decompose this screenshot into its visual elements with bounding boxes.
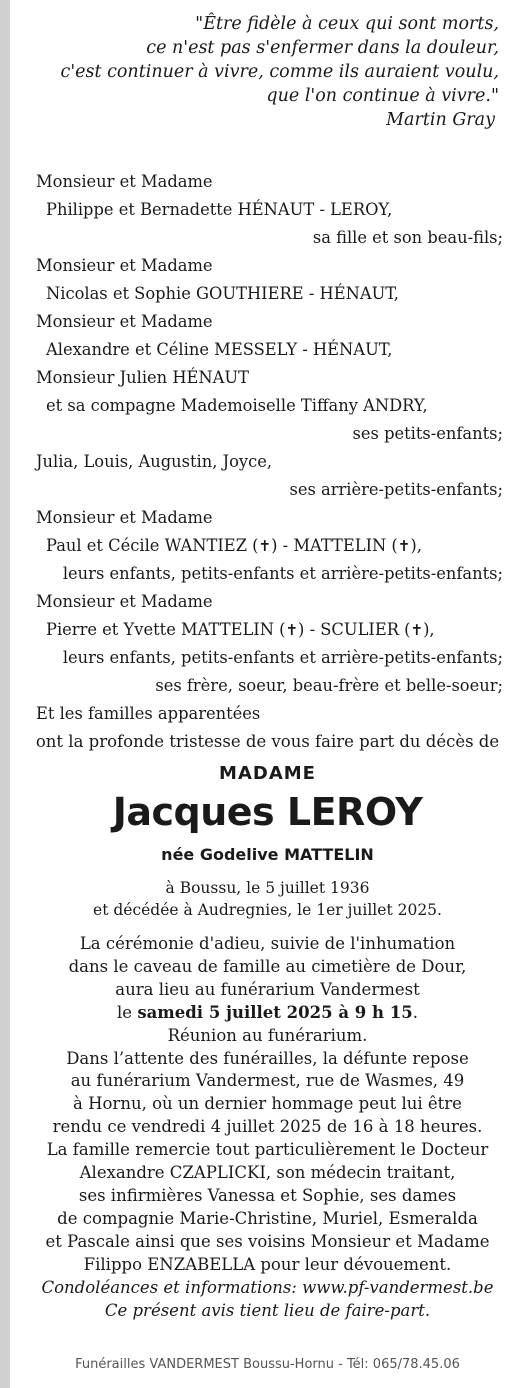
family-line (36, 616, 503, 644)
notice-line: Ce présent avis tient lieu de faire-part. (104, 1300, 431, 1320)
funeral-home-footer: Funérailles VANDERMEST Boussu-Hornu - Tél: 065/78.45.06 (75, 1357, 460, 1372)
death-line: et décédée à Audregnies, le 1er juillet 2025. (93, 901, 442, 919)
family-text: ) - SCULIER ( (298, 620, 411, 639)
family-line: Monsieur Julien HÉNAUT (36, 368, 249, 387)
body-line: à Hornu, où un dernier hommage peut lui être (73, 1094, 462, 1114)
family-text: Pierre et Yvette MATTELIN ( (46, 620, 286, 639)
quote-line: ce n'est pas s'enfermer dans la douleur, (146, 38, 499, 58)
family-line: Nicolas et Sophie GOUTHIERE - HÉNAUT, (46, 284, 399, 303)
epigraph-quote (61, 12, 499, 132)
cross-icon: ✝ (397, 537, 411, 555)
body-line: rendu ce vendredi 4 juillet 2025 de 16 à 18 heures. (52, 1117, 483, 1137)
body-line: et Pascale ainsi que ses voisins Monsieur et Madame (45, 1231, 490, 1251)
family-text: ), (410, 536, 422, 555)
honorific-title: MADAME (219, 763, 316, 784)
body-line: dans le caveau de famille au cimetière de Dour, (68, 956, 467, 976)
family-line: leurs enfants, petits-enfants et arrière-petits-enfants; (62, 564, 503, 583)
family-line: Monsieur et Madame (36, 256, 213, 275)
body-line: Dans l’attente des funérailles, la défunte repose (66, 1048, 469, 1068)
cross-icon: ✝ (285, 621, 299, 639)
family-line (36, 532, 503, 560)
body-line: Réunion au funérarium. (167, 1025, 368, 1045)
family-line: Monsieur et Madame (36, 172, 213, 191)
body-line: aura lieu au funérarium Vandermest (115, 979, 420, 999)
family-text: ), (423, 620, 435, 639)
quote-line: c'est continuer à vivre, comme ils auraient voulu, (60, 62, 499, 82)
quote-author: Martin Gray (386, 110, 495, 130)
family-line: ses petits-enfants; (352, 424, 503, 443)
ceremony-date: samedi 5 juillet 2025 à 9 h 15 (137, 1002, 413, 1022)
body-line: ses infirmières Vanessa et Sophie, ses dames (78, 1185, 457, 1205)
quote-line: que l'on continue à vivre." (266, 86, 499, 106)
announcement: ont la profonde tristesse de vous faire part du décès de (35, 732, 500, 751)
family-line: Monsieur et Madame (36, 312, 213, 331)
family-line: Julia, Louis, Augustin, Joyce, (36, 452, 273, 471)
body-text: . (412, 1002, 418, 1022)
family-line: sa fille et son beau-fils; (312, 228, 503, 247)
family-line: Et les familles apparentées (36, 704, 261, 723)
family-line: ses arrière-petits-enfants; (289, 480, 503, 499)
ceremony-date-line (10, 1002, 525, 1025)
birth-line: à Boussu, le 5 juillet 1936 (165, 879, 370, 897)
obituary-page (10, 0, 525, 1388)
quote-line: "Être fidèle à ceux qui sont morts, (195, 14, 499, 34)
life-dates (10, 877, 525, 921)
ceremony-details (10, 933, 525, 1322)
maiden-name: née Godelive MATTELIN (161, 845, 374, 864)
family-line: ses frère, soeur, beau-frère et belle-soeur; (155, 676, 503, 695)
family-text: Paul et Cécile WANTIEZ ( (46, 536, 259, 555)
body-line: Filippo ENZABELLA pour leur dévouement. (83, 1254, 452, 1274)
condolences-link-line: Condoléances et informations: www.pf-vandermest.be (41, 1277, 494, 1297)
family-line: Alexandre et Céline MESSELY - HÉNAUT, (46, 340, 393, 359)
family-line: Philippe et Bernadette HÉNAUT - LEROY, (46, 200, 393, 219)
body-line: au funérarium Vandermest, rue de Wasmes, 49 (70, 1071, 465, 1091)
family-line: Monsieur et Madame (36, 508, 213, 527)
cross-icon: ✝ (410, 621, 424, 639)
family-list (36, 168, 503, 728)
body-line: de compagnie Marie-Christine, Muriel, Esmeralda (57, 1208, 478, 1228)
family-text: ) - MATTELIN ( (271, 536, 398, 555)
family-line: Monsieur et Madame (36, 592, 213, 611)
body-text: le (117, 1002, 138, 1022)
body-line: Alexandre CZAPLICKI, son médecin traitant, (79, 1163, 456, 1183)
deceased-name: Jacques LEROY (112, 790, 423, 834)
family-line: et sa compagne Mademoiselle Tiffany ANDRY, (46, 396, 428, 415)
body-line: La cérémonie d'adieu, suivie de l'inhumation (79, 934, 456, 953)
family-line: leurs enfants, petits-enfants et arrière-petits-enfants; (62, 648, 503, 667)
left-margin-bar (0, 0, 10, 1388)
body-line: La famille remercie tout particulièrement le Docteur (46, 1140, 489, 1160)
cross-icon: ✝ (258, 537, 272, 555)
